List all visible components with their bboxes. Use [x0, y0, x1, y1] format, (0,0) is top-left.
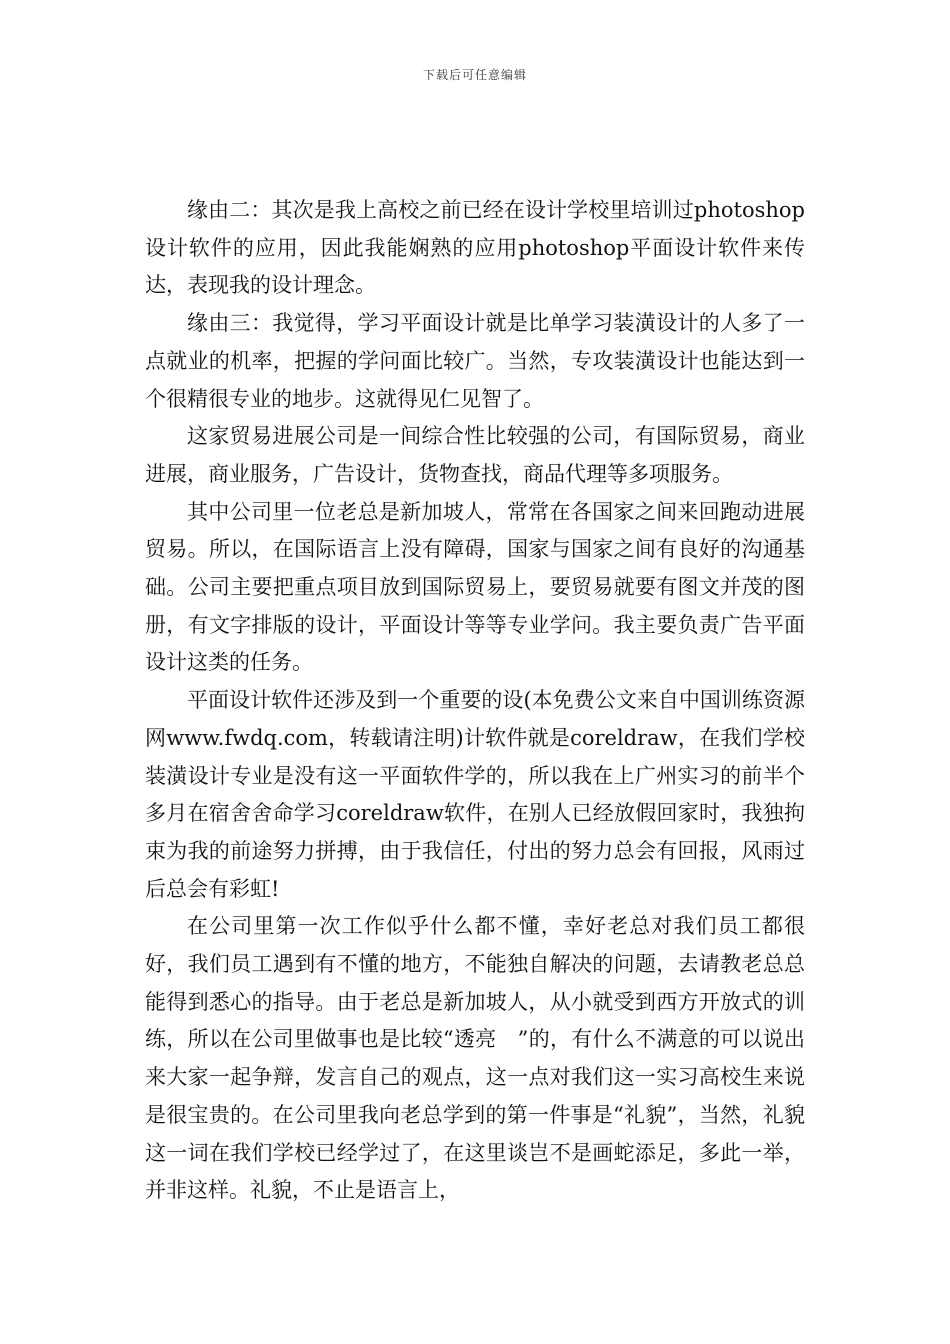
- paragraph-first-work: 在公司里第一次工作似乎什么都不懂，幸好老总对我们员工都很好，我们员工遇到有不懂的地方，不能独自解决的问题，去请教老总总能得到悉心的指导。由于老总是新加坡人，从小就受到西方开放式的训练，所以在公司里做事也是比较“透亮 ”的，有什么不满意的可以说出来大家一起争辩，发言自己的观点，这一点对我们这一实习高校生来说是很宝贵的。在公司里我向老总学到的第一件事是“礼貌”，当然，礼貌这一词在我们学校已经学过了，在这里谈岂不是画蛇添足，多此一举，并非这样。礼貌，不止是语言上，: [145, 914, 805, 1203]
- document-body: [145, 192, 805, 1210]
- paragraph-reason-three: 缘由三：我觉得，学习平面设计就是比单学习装潢设计的人多了一点就业的机率，把握的学问面比较广。当然，专攻装潢设计也能达到一个很精很专业的地步。这就得见仁见智了。: [145, 311, 805, 411]
- paragraph-reason-two: 缘由二：其次是我上高校之前已经在设计学校里培训过photoshop设计软件的应用，因此我能娴熟的应用photoshop平面设计软件来传达，表现我的设计理念。: [145, 198, 805, 298]
- paragraph-company-intro: 这家贸易进展公司是一间综合性比较强的公司，有国际贸易，商业进展，商业服务，广告设计，货物查找，商品代理等多项服务。: [145, 424, 805, 486]
- paragraph-boss-intro: 其中公司里一位老总是新加坡人，常常在各国家之间来回跑动进展贸易。所以，在国际语言上没有障碍，国家与国家之间有良好的沟通基础。公司主要把重点项目放到国际贸易上，要贸易就要有图文并茂的图册，有文字排版的设计，平面设计等等专业学问。我主要负责广告平面设计这类的任务。: [145, 499, 805, 675]
- page-header: 下载后可任意编辑: [422, 68, 527, 82]
- paragraph-coreldraw: 平面设计软件还涉及到一个重要的设(本免费公文来自中国训练资源网www.fwdq.com，转载请注明)计软件就是coreldraw，在我们学校装潢设计专业是没有这一平面软件学的，所以我在上广州实习的前半个多月在宿舍舍命学习coreldraw软件，在别人已经放假回家时，我独拘束为我的前途努力拼搏，由于我信任，付出的努力总会有回报，风雨过后总会有彩虹!: [145, 688, 805, 901]
